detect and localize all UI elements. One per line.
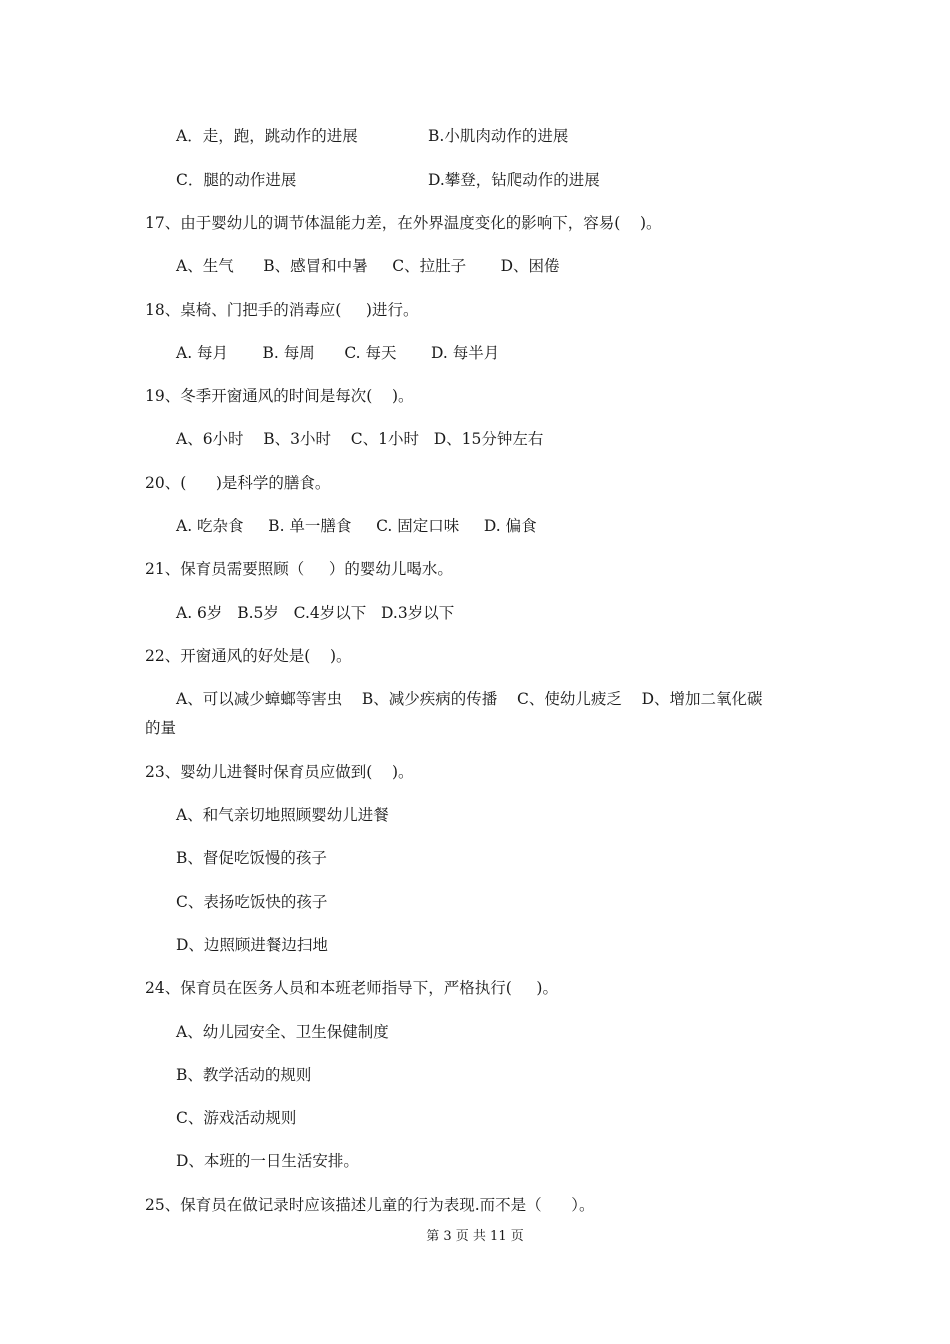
option-text: A. 6岁 B.5岁 C.4岁以下 D.3岁以下 [176, 604, 455, 622]
option-text: D、本班的一日生活安排。 [176, 1152, 359, 1170]
option-text: B、督促吃饭慢的孩子 [176, 849, 327, 867]
option-text: A．走，跑，跳动作的进展 [176, 127, 358, 145]
option-text: D.攀登，钻爬动作的进展 [428, 171, 600, 189]
question-text: 25、保育员在做记录时应该描述儿童的行为表现.而不是（ ）。 [145, 1196, 595, 1214]
option-text: B、教学活动的规则 [176, 1066, 312, 1084]
option-text: A. 每月 B. 每周 C. 每天 D. 每半月 [176, 344, 500, 362]
page-footer: 第 3 页 共 11 页 [426, 1229, 524, 1244]
option-text: C、游戏活动规则 [176, 1109, 297, 1127]
option-text: A. 吃杂食 B. 单一膳食 C. 固定口味 D. 偏食 [176, 517, 537, 535]
option-text: C、表扬吃饭快的孩子 [176, 893, 328, 911]
question-text: 23、婴幼儿进餐时保育员应做到( )。 [145, 763, 414, 781]
option-text: A、6小时 B、3小时 C、1小时 D、15分钟左右 [176, 430, 544, 448]
question-text: 24、保育员在医务人员和本班老师指导下，严格执行( )。 [145, 979, 558, 997]
option-text: A、和气亲切地照顾婴幼儿进餐 [176, 806, 389, 824]
option-text: D、边照顾进餐边扫地 [176, 936, 328, 954]
option-text: A、可以减少蟑螂等害虫 B、减少疾病的传播 C、使幼儿疲乏 D、增加二氧化碳 [176, 690, 763, 708]
option-text: A、生气 B、感冒和中暑 C、拉肚子 D、困倦 [176, 257, 560, 275]
question-text: 22、开窗通风的好处是( )。 [145, 647, 352, 665]
option-text: C．腿的动作进展 [176, 171, 297, 189]
question-text: 17、由于婴幼儿的调节体温能力差，在外界温度变化的影响下，容易( )。 [145, 214, 662, 232]
question-text: 18、桌椅、门把手的消毒应( )进行。 [145, 301, 419, 319]
question-text: 20、( )是科学的膳食。 [145, 474, 331, 492]
option-text: A、幼儿园安全、卫生保健制度 [176, 1023, 389, 1041]
option-text: B.小肌肉动作的进展 [428, 127, 569, 145]
question-text: 21、保育员需要照顾（ ）的婴幼儿喝水。 [145, 560, 453, 578]
option-continuation: 的量 [145, 719, 177, 737]
question-text: 19、冬季开窗通风的时间是每次( )。 [145, 387, 414, 405]
